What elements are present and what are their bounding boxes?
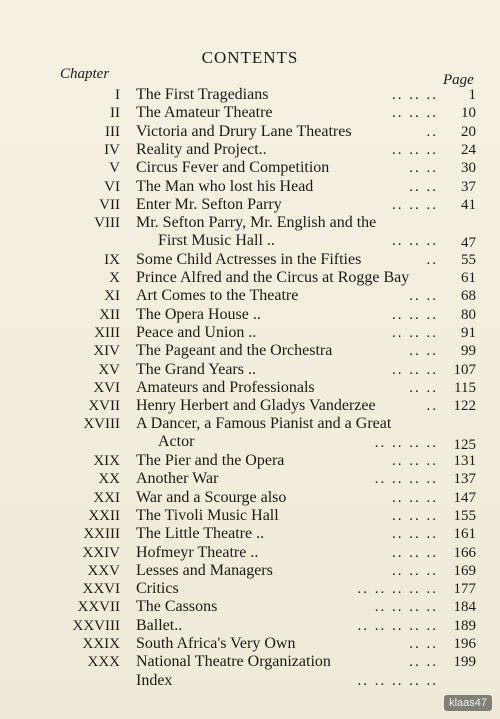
page-number: 169	[453, 562, 476, 579]
leader-dots: .. .. ..	[392, 526, 438, 543]
leader-dots: .. .. ..	[392, 105, 438, 122]
leader-dots: .. .. ..	[392, 544, 438, 561]
page-number: 47	[461, 235, 476, 252]
leader-dots: .. .. ..	[392, 141, 438, 158]
chapter-title: The Man who lost his Head	[136, 177, 314, 195]
leader-dots: .. .. ..	[392, 306, 438, 323]
chapter-number: XIII	[94, 324, 120, 341]
chapter-title-continued: Actor	[158, 433, 195, 451]
leader-dots: .. .. ..	[392, 361, 438, 378]
page-number: 161	[453, 526, 476, 543]
leader-dots: .. .. .. ..	[374, 599, 438, 616]
leader-dots: .. .. .. ..	[374, 434, 438, 451]
chapter-number: XVIII	[83, 416, 120, 433]
chapter-number: II	[110, 105, 120, 122]
chapter-title: Enter Mr. Sefton Parry	[136, 195, 282, 213]
page-number: 55	[461, 251, 476, 268]
chapter-title: Henry Herbert and Gladys Vanderzee	[136, 397, 376, 415]
page-number: 131	[453, 453, 476, 469]
page-number: 80	[461, 306, 476, 323]
page-number: 41	[461, 196, 476, 213]
leader-dots: .. ..	[409, 160, 438, 177]
chapter-number: XXIX	[82, 636, 120, 652]
chapter-number: VI	[104, 178, 120, 195]
leader-dots: .. .. ..	[392, 453, 438, 469]
chapter-number: XIX	[93, 453, 120, 469]
chapter-title: Amateurs and Professionals	[136, 378, 315, 396]
chapter-title: Circus Fever and Competition	[136, 159, 330, 177]
chapter-column-label: Chapter	[60, 66, 110, 82]
chapter-title: Peace and Union ..	[136, 323, 257, 341]
chapter-number: XXV	[87, 562, 120, 579]
leader-dots: .. ..	[409, 636, 438, 652]
chapter-number: XXIII	[83, 526, 120, 543]
chapter-title: Index	[136, 671, 173, 689]
chapter-number: XXIV	[82, 544, 120, 561]
chapter-title: Victoria and Drury Lane Theatres	[136, 122, 352, 140]
chapter-title: The Opera House ..	[136, 305, 261, 323]
page-number: 20	[461, 123, 476, 140]
chapter-number: IX	[104, 251, 120, 268]
chapter-title: Prince Alfred and the Circus at Rogge Bay	[136, 269, 410, 286]
leader-dots: .. ..	[409, 288, 438, 305]
page-number: 115	[454, 379, 476, 396]
chapter-title: The Little Theatre ..	[136, 525, 265, 543]
chapter-number: XIV	[93, 343, 120, 360]
leader-dots: .. .. ..	[392, 489, 438, 506]
chapter-title: Reality and Project..	[136, 140, 267, 158]
page-number: 155	[453, 507, 476, 524]
chapter-number: XXX	[87, 654, 120, 671]
chapter-number: XVI	[93, 379, 120, 396]
page-number: 24	[461, 141, 476, 158]
chapter-number: XXII	[88, 507, 120, 524]
chapter-number: XXVII	[77, 599, 120, 616]
chapter-number: XXI	[93, 489, 120, 506]
page-number: 166	[453, 544, 476, 561]
chapter-title: National Theatre Organization	[136, 653, 331, 671]
leader-dots: .. .. .. .. ..	[357, 617, 438, 634]
page-number: 61	[461, 270, 476, 286]
chapter-number: XVII	[88, 398, 120, 415]
leader-dots: .. .. ..	[392, 507, 438, 524]
leader-dots: .. .. ..	[392, 562, 438, 579]
page-number: 1	[468, 87, 476, 103]
page-number: 30	[461, 160, 476, 177]
chapter-number: X	[109, 270, 120, 286]
chapter-title: The Amateur Theatre	[136, 104, 273, 122]
leader-dots: .. ..	[409, 343, 438, 360]
leader-dots: ..	[426, 251, 438, 268]
chapter-number: I	[115, 87, 120, 103]
chapter-number: XII	[99, 306, 120, 323]
chapter-title: Ballet..	[136, 616, 183, 634]
page-number: 99	[461, 343, 476, 360]
leader-dots: .. .. ..	[392, 324, 438, 341]
chapter-number: XI	[104, 288, 120, 305]
page-column-label: Page	[443, 72, 474, 88]
chapter-title: Lesses and Managers	[136, 561, 273, 579]
chapter-number: III	[105, 123, 120, 140]
page-number: 147	[453, 489, 476, 506]
chapter-title: The First Tragedians	[136, 86, 269, 103]
chapter-number: IV	[104, 141, 120, 158]
chapter-title: The Cassons	[136, 598, 218, 616]
page-number: 91	[461, 324, 476, 341]
leader-dots: .. .. .. ..	[374, 471, 438, 488]
page-number: 125	[453, 436, 476, 453]
chapter-number: VIII	[94, 215, 120, 232]
chapter-title: South Africa's Very Own	[136, 635, 296, 652]
leader-dots: .. .. .. .. ..	[357, 581, 438, 598]
leader-dots: .. ..	[409, 379, 438, 396]
chapter-title: Hofmeyr Theatre ..	[136, 543, 259, 561]
page-number: 68	[461, 288, 476, 305]
chapter-number: V	[109, 160, 120, 177]
chapter-title: The Grand Years ..	[136, 360, 256, 378]
leader-dots: ..	[426, 123, 438, 140]
page-number: 37	[461, 178, 476, 195]
page-number: 122	[453, 398, 476, 415]
leader-dots: ..	[426, 398, 438, 415]
page-number: 137	[453, 471, 476, 488]
leader-dots: .. ..	[409, 178, 438, 195]
chapter-title: Mr. Sefton Parry, Mr. English and the	[136, 214, 377, 232]
watermark: klaas47	[444, 695, 492, 711]
page-title: CONTENTS	[201, 48, 299, 67]
page-number: 184	[453, 599, 476, 616]
chapter-number: XX	[98, 471, 120, 488]
chapter-title-continued: First Music Hall ..	[158, 232, 275, 250]
chapter-title: Critics	[136, 580, 179, 598]
chapter-title: The Tivoli Music Hall	[136, 506, 279, 524]
leader-dots: .. .. ..	[392, 233, 438, 250]
page-number: 199	[453, 654, 476, 671]
chapter-number: XV	[98, 361, 120, 378]
chapter-title: The Pageant and the Orchestra	[136, 342, 333, 360]
chapter-title: The Pier and the Opera	[136, 452, 285, 469]
page-number: 196	[453, 636, 476, 652]
page-number: 107	[453, 361, 476, 378]
chapter-title: Another War	[136, 470, 219, 488]
chapter-title: A Dancer, a Famous Pianist and a Great	[136, 415, 392, 433]
leader-dots: .. .. ..	[392, 196, 438, 213]
page-number: 177	[453, 581, 476, 598]
leader-dots: .. .. ..	[392, 87, 438, 103]
page-number: 189	[453, 617, 476, 634]
chapter-title: Some Child Actresses in the Fifties	[136, 250, 362, 268]
page-number: 10	[461, 105, 476, 122]
leader-dots: .. ..	[409, 654, 438, 671]
chapter-number: XXVIII	[72, 617, 120, 634]
chapter-title: Art Comes to the Theatre	[136, 287, 299, 305]
chapter-number: VII	[99, 196, 120, 213]
chapter-title: War and a Scourge also	[136, 488, 287, 506]
chapter-number: XXVI	[82, 581, 120, 598]
leader-dots: .. .. .. .. ..	[357, 672, 438, 689]
